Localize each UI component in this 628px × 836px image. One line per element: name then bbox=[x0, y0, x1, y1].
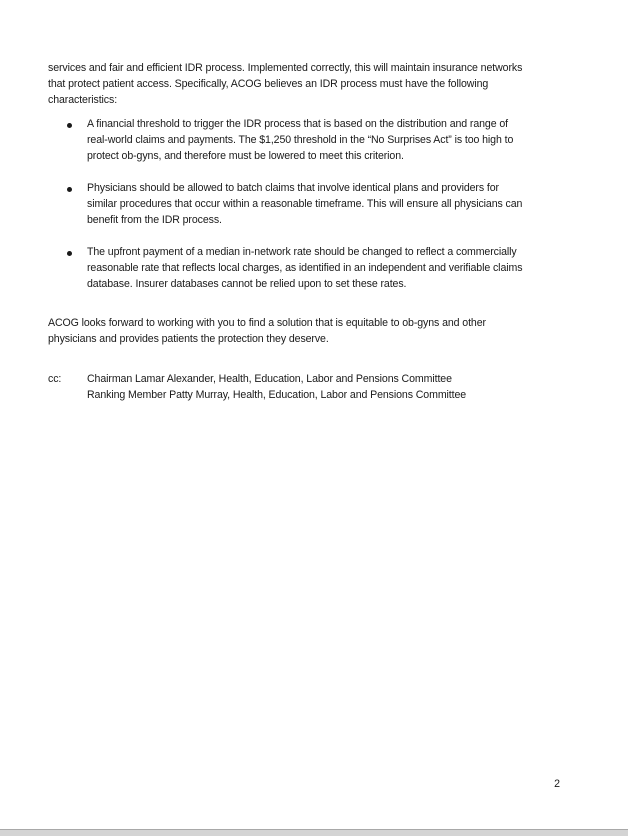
bullet-line: real-world claims and payments. The $1,250 threshold in the “No Surprises Act” is too high to bbox=[87, 133, 514, 146]
closing-line: physicians and provides patients the protection they deserve. bbox=[48, 332, 329, 345]
bullet-item bbox=[87, 245, 522, 292]
bullet-line: benefit from the IDR process. bbox=[87, 213, 222, 226]
bullet-item bbox=[87, 181, 522, 228]
bullet-item bbox=[87, 117, 513, 164]
bullet-line: similar procedures that occur within a reasonable timeframe. This will ensure all physicians can bbox=[87, 197, 523, 210]
bullet-line: A financial threshold to trigger the IDR process that is based on the distribution and range of bbox=[87, 118, 508, 130]
intro-line: services and fair and efficient IDR process. Implemented correctly, this will maintain insurance networks bbox=[48, 62, 523, 74]
cc-recipient: Ranking Member Patty Murray, Health, Education, Labor and Pensions Committee bbox=[87, 388, 467, 401]
page-number: 2 bbox=[554, 778, 560, 790]
cc-label: cc: bbox=[48, 373, 62, 385]
bullet-line: database. Insurer databases cannot be relied upon to set these rates. bbox=[87, 277, 407, 290]
viewer-bottom-edge bbox=[0, 829, 628, 836]
bullet-line: Physicians should be allowed to batch claims that involve identical plans and providers for bbox=[87, 182, 499, 194]
bullet-icon bbox=[67, 187, 72, 192]
bullet-icon bbox=[67, 251, 72, 256]
bullet-line: reasonable rate that reflects local charges, as identified in an independent and verifiable claims bbox=[87, 261, 523, 274]
cc-recipient: Chairman Lamar Alexander, Health, Education, Labor and Pensions Committee bbox=[87, 373, 452, 385]
bullet-icon bbox=[67, 123, 72, 128]
intro-line: that protect patient access. Specifically, ACOG believes an IDR process must have the following bbox=[48, 77, 489, 90]
bullet-line: protect ob-gyns, and therefore must be lowered to meet this criterion. bbox=[87, 149, 404, 162]
closing-paragraph bbox=[48, 316, 486, 348]
intro-paragraph bbox=[48, 61, 522, 108]
closing-line: ACOG looks forward to working with you to find a solution that is equitable to ob-gyns and other bbox=[48, 317, 486, 329]
intro-line: characteristics: bbox=[48, 93, 118, 106]
bullet-line: The upfront payment of a median in-network rate should be changed to reflect a commercially bbox=[87, 246, 517, 258]
cc-recipients bbox=[87, 372, 466, 404]
